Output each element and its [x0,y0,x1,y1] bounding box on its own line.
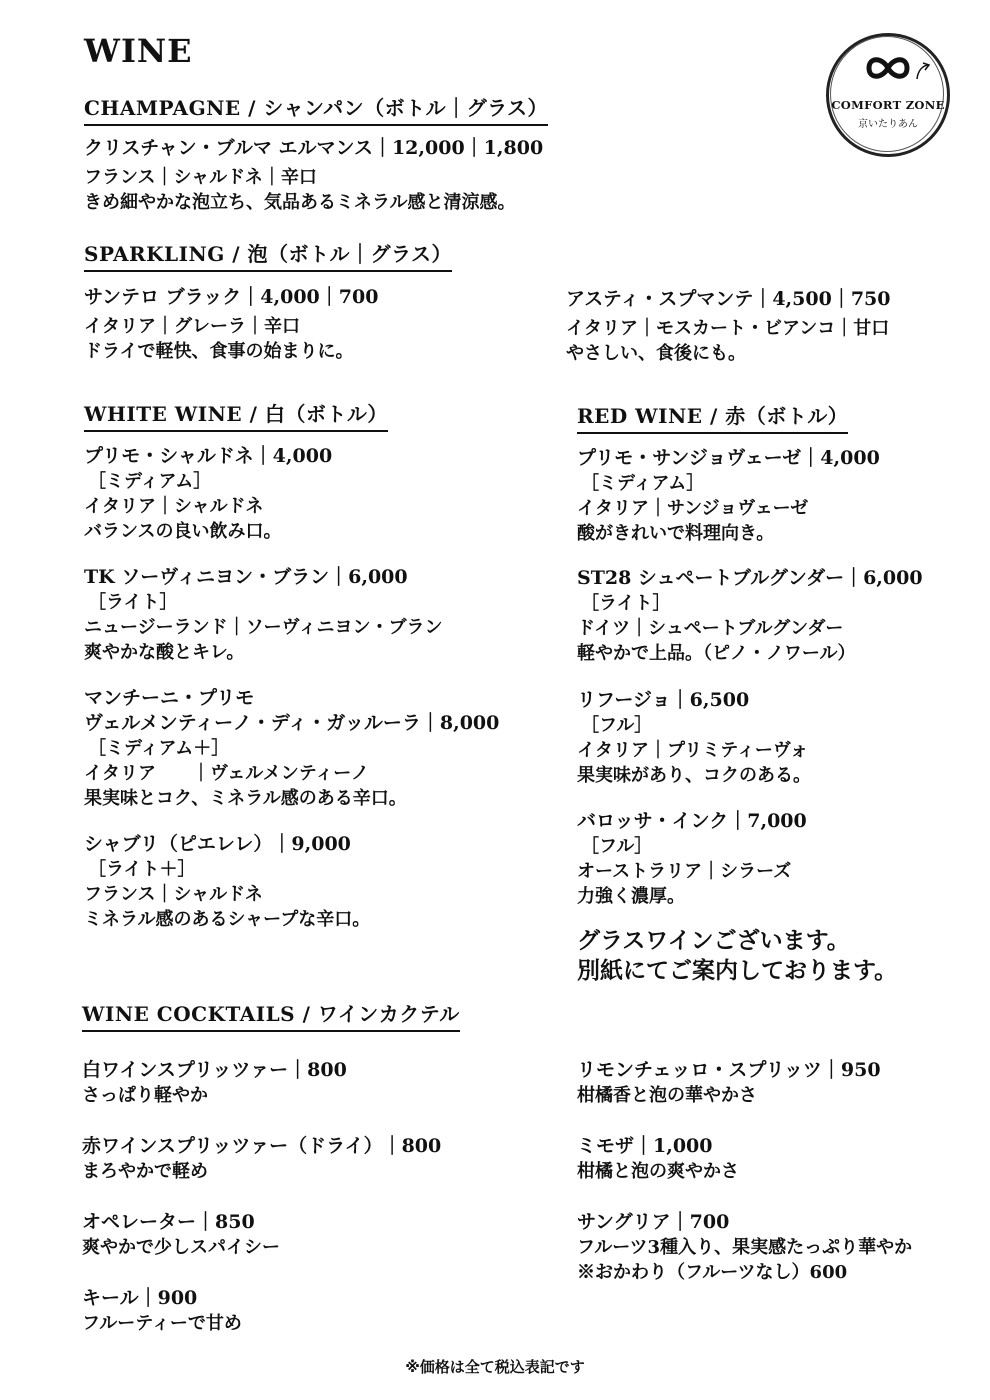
item-name: プリモ・シャルドネ｜4,000 [84,445,333,467]
cocktail-item [82,1058,347,1108]
white-wine-item [84,832,370,932]
item-desc: 力強く濃厚。 [577,886,685,907]
item-meta: ドイツ｜シュペートブルグンダー [577,618,844,639]
red-wine-item [577,809,807,909]
item-meta: フランス｜シャルドネ｜辛口 [84,167,317,188]
item-name: シャブリ（ピエレレ）｜9,000 [84,833,351,855]
item-name-line1: マンチーニ・プリモ [84,687,255,709]
notice-line: 別紙にてご案内しております。 [577,957,898,984]
item-name: バロッサ・インク｜7,000 [577,810,807,832]
item-name: ヴェルメンティーノ・ディ・ガッルーラ｜8,000 [84,712,500,734]
item-name: 赤ワインスプリッツァー（ドライ）｜800 [82,1135,442,1157]
white-wine-item [84,444,332,544]
item-meta: イタリア｜グレーラ｜辛口 [84,316,300,337]
item-name: サンテロ ブラック｜4,000｜700 [84,286,379,308]
item-desc: 酸がきれいで料理向き。 [577,523,775,544]
item-meta: オーストラリア｜シラーズ [577,861,792,882]
infinity-icon [866,53,910,83]
white-wine-item [84,565,443,665]
item-desc: バランスの良い飲み口。 [84,521,282,542]
item-name: ミモザ｜1,000 [577,1135,713,1157]
cocktail-item [577,1134,739,1184]
item-desc: ドライで軽快、食事の始まりに。 [84,341,354,362]
item-body-level: ［ライト＋］ [88,859,196,880]
glass-wine-notice [577,926,897,986]
item-name: キール｜900 [82,1287,198,1309]
item-body-level: ［フル］ [581,836,653,857]
item-meta: イタリア｜プリミティーヴォ [577,740,809,761]
item-meta: ニュージーランド｜ソーヴィニヨン・ブラン [84,617,443,638]
cocktail-item [82,1210,280,1260]
arrow-icon [914,61,932,81]
item-name: TK ソーヴィニヨン・ブラン｜6,000 [84,566,408,588]
cocktail-item [82,1134,441,1184]
champagne-item [84,136,543,215]
item-meta: イタリア｜シャルドネ [84,496,264,517]
item-desc: 柑橘香と泡の華やかさ [577,1085,757,1106]
item-name: ST28 シュペートブルグンダー｜6,000 [577,567,923,589]
item-body-level: ［ライト］ [88,592,178,613]
cocktail-item [82,1286,242,1336]
white-wine-item [84,686,499,811]
item-desc: 果実味とコク、ミネラル感のある辛口。 [84,788,407,809]
sparkling-item [84,285,378,364]
item-name: サングリア｜700 [577,1211,730,1233]
page-title: WINE [84,32,193,70]
white-wine-heading: WHITE WINE / 白（ボトル） [84,398,388,432]
wine-cocktails-heading: WINE COCKTAILS / ワインカクテル [82,998,460,1032]
notice-line: グラスワインございます。 [577,927,850,954]
item-desc: さっぱり軽やか [82,1085,208,1106]
item-meta: フランス｜シャルドネ [84,884,263,905]
item-desc: 爽やかな酸とキレ。 [84,642,245,663]
item-name: リモンチェッロ・スプリッツ｜950 [577,1059,881,1081]
item-meta: イタリア ｜ヴェルメンティーノ [84,763,369,784]
item-desc: 果実味があり、コクのある。 [577,765,811,786]
red-wine-item [577,566,923,666]
item-name: プリモ・サンジョヴェーゼ｜4,000 [577,447,880,469]
logo-brand: COMFORT ZONE [831,98,945,112]
item-desc: 爽やかで少しスパイシー [82,1237,280,1258]
item-desc: ミネラル感のあるシャープな辛口。 [84,909,371,930]
comfort-zone-logo [826,33,950,157]
item-desc: フルーティーで甘め [82,1313,242,1334]
item-desc: やさしい、食後にも。 [566,343,746,364]
sparkling-heading: SPARKLING / 泡（ボトル｜グラス） [84,238,452,272]
sparkling-item [566,287,891,366]
item-desc: 柑橘と泡の爽やかさ [577,1161,739,1182]
item-name: リフージョ｜6,500 [577,689,750,711]
cocktail-item [577,1058,881,1108]
item-name: アスティ・スプマンテ｜4,500｜750 [566,288,891,310]
tax-footnote: ※価格は全て税込表記です [405,1358,585,1376]
item-body-level: ［ミディアム＋］ [88,738,230,759]
item-name: クリスチャン・ブルマ エルマンス｜12,000｜1,800 [84,137,544,159]
red-wine-heading: RED WINE / 赤（ボトル） [577,400,848,434]
item-body-level: ［ミディアム］ [88,471,212,492]
item-desc: 軽やかで上品。（ピノ・ノワール） [577,643,856,664]
red-wine-item [577,688,811,788]
cocktail-item [577,1210,912,1285]
item-desc: まろやかで軽め [82,1161,208,1182]
item-desc: きめ細やかな泡立ち、気品あるミネラル感と清涼感。 [84,192,516,213]
item-name: オペレーター｜850 [82,1211,255,1233]
item-body-level: ［ライト］ [581,593,671,614]
item-body-level: ［フル］ [581,715,653,736]
item-meta: イタリア｜モスカート・ビアンコ｜甘口 [566,318,890,339]
champagne-heading: CHAMPAGNE / シャンパン（ボトル｜グラス） [84,92,548,126]
item-name: 白ワインスプリッツァー｜800 [82,1059,347,1081]
item-meta: イタリア｜サンジョヴェーゼ [577,498,809,519]
logo-subtitle: 京いたりあん [858,119,918,130]
item-body-level: ［ミディアム］ [581,473,705,494]
item-desc: フルーツ3種入り、果実感たっぷり華やか [577,1237,913,1258]
item-note: ※おかわり（フルーツなし）600 [577,1262,848,1283]
red-wine-item [577,446,880,546]
